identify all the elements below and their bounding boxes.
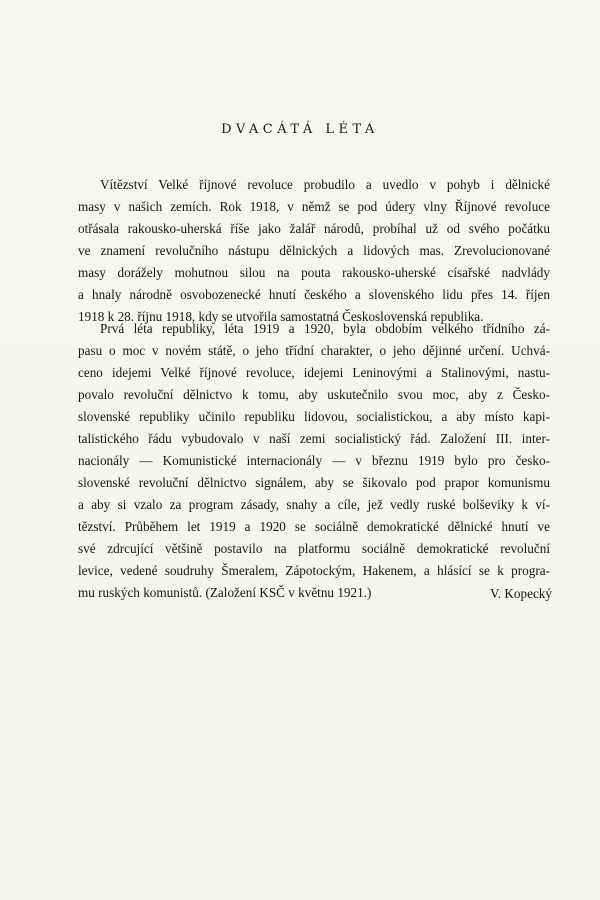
text-line: talistického řádu vybudovalo v naší zemi socialistický řád. Založení III. inter- [78,431,550,446]
text-line: Prvá léta republiky, léta 1919 a 1920, byla obdobím velkého třídního zá- [100,321,550,336]
text-line: a aby si vzalo za program zásady, snahy a cíle, jež vedly ruské bolševiky k ví- [78,497,550,512]
text-line: masy v našich zemích. Rok 1918, v němž se pod údery vlny Říjnové revoluce [78,199,550,214]
chapter-title: DVACÁTÁ LÉTA [221,122,379,137]
text-line: 1918 k 28. říjnu 1918, kdy se utvořila samostatná Československá republika. [78,309,484,324]
author-signature: V. Kopecký [489,586,552,601]
text-line: masy dorážely mohutnou silou na pouta rakousko-uherské císařské nadvlády [78,265,550,280]
text-line: a hnaly národně osvobozenecké hnutí českého a slovenského lidu přes 14. říjen [78,287,550,302]
text-line: své zdrcující většině postavilo na platformu sociálně demokratické revoluční [78,541,550,556]
text-line: mu ruských komunistů. (Založení KSČ v květnu 1921.) [78,585,372,600]
text-line: slovenské republiky učinilo republiku lidovou, socialistickou, a aby místo kapi- [78,409,550,424]
text-line: povalo revoluční dělnictvo k tomu, aby uskutečnilo svou moc, aby z Česko- [78,387,550,402]
text-line: ve znamení revolučního nástupu dělnických a lidových mas. Zrevolucionované [78,243,550,258]
text-line: nacionály — Komunistické internacionály — v březnu 1919 bylo pro česko- [78,453,550,468]
text-line: levice, vedené soudruhy Šmeralem, Zápotockým, Hakenem, a hlásící se k progra- [78,563,550,578]
text-line: otřásala rakousko-uherská říše jako žalář národů, probíhal už od svého počátku [78,221,550,236]
text-line: pasu o moc v novém státě, o jeho třídní charakter, o jeho dějinné určení. Uchvá- [78,343,550,358]
text-line: ceno idejemi Velké říjnové revoluce, idejemi Leninovými a Stalinovými, nastu- [78,365,550,380]
text-line: Vítězství Velké říjnové revoluce probudilo a uvedlo v pohyb i dělnické [100,177,550,192]
text-line: slovenské revoluční dělnictvo signálem, aby se šikovalo pod prapor komunismu [78,475,550,490]
text-line: tězství. Průběhem let 1919 a 1920 se sociálně demokratické dělnické hnutí ve [78,519,550,534]
